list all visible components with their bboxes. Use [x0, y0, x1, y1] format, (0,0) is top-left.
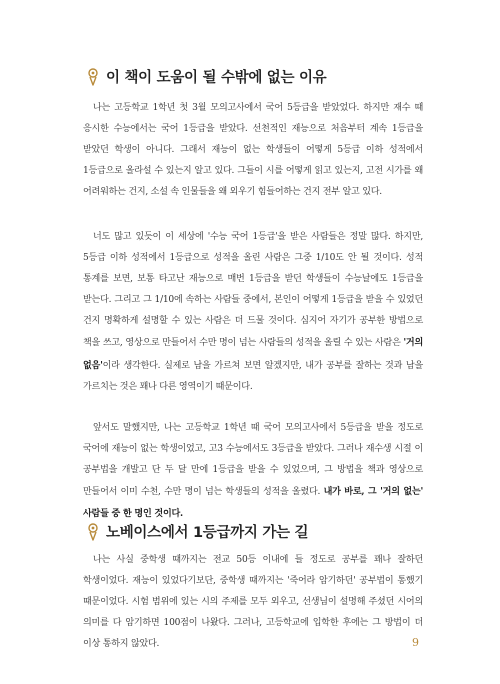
paragraph — [83, 227, 423, 398]
paragraph — [83, 550, 423, 655]
paragraph-text: 나는 사실 중학생 때까지는 전교 50등 이내에 들 정도로 공부를 꽤나 잘하던 학생이었다. 재능이 있었다기보단, 중학생 때까지는 '죽어라 암기하던' 공부법이 통했기 때문이었다. 시험 범위에 있는 시의 주제를 모두 외우고, 선생님이 설명해 주셨던 시어의 의미를 다 암기하면 100점이 나왔다. 그러나, 고등학교에 입학한 후에는 그 방법이 더 이상 통하지 않았다. — [83, 555, 423, 650]
paragraph-text: 나는 고등학교 1학년 첫 3월 모의고사에서 국어 5등급을 받았었다. 하지만 재수 때 응시한 수능에서는 국어 1등급을 받았다. 선천적인 재능으로 처음부터 계속 1등급을 받았던 학생이 아니다. 그래서 재능이 없는 학생들이 어떻게 5등급 이하 성적에서 1등급으로 올라설 수 있는지 알고 있다. 그들이 시를 어떻게 읽고 있는지, 고전 시가를 왜 어려워하는 건지, 소설 속 인물들을 왜 외우기 힘들어하는 건지 전부 알고 있다. — [83, 103, 423, 198]
paragraph — [83, 98, 423, 203]
emphasis-text: '거의 없음' — [83, 337, 423, 371]
paragraph-text: 너도 많고 있듯이 이 세상에 '수능 국어 1등급'을 받은 사람들은 정말 많다. 하지만, 5등급 이하 성적에서 1등급으로 성적을 올린 사람은 그중 1/10도 안 될 것이다. 성적 통계를 보면, 보통 타고난 재능으로 매번 1등급을 받던 학생들이 수능날에도 1등급을 받는다. 그리고 그 1/10에 속하는 사람들 중에서, 본인이 어떻게 1등급을 받을 수 있었던 건지 명확하게 설명할 수 있는 사람은 더 드물 것이다. 심지어 자기가 공부한 방법으로 책을 쓰고, 영상으로 만들어서 수만 명이 넘는 사람들의 성적을 올릴 수 있는 사람은 — [83, 232, 423, 349]
pen-nib-icon — [86, 523, 100, 541]
section-heading-2 — [86, 521, 308, 542]
page-number: 9 — [412, 636, 419, 649]
paragraph-text: 앞서도 말했지만, 나는 고등학교 1학년 때 국어 모의고사에서 5등급을 받을 정도로 국어에 재능이 없는 학생이었고, 고3 수능에서도 3등급을 받았다. 그러나 재수생 시절 이 공부법을 개발고 단 두 달 만에 1등급을 받을 수 있었으며, 그 방법을 책과 영상으로 만들어서 이미 수천, 수만 명이 넘는 학생들의 성적을 올렸다. — [83, 423, 423, 498]
section-heading-1 — [86, 66, 326, 87]
paragraph-text: 이라 생각한다. 실제로 남을 가르쳐 보면 알겠지만, 내가 공부를 잘하는 것과 남을 가르치는 것은 꽤나 다른 영역이기 때문이다. — [83, 360, 423, 392]
section-title: 이 책이 도움이 될 수밖에 없는 이유 — [106, 70, 327, 86]
paragraph — [83, 418, 423, 525]
emphasis-text: 내가 바로, 그 '거의 없는' 사람들 중 한 명인 것이다. — [83, 486, 423, 520]
section-title: 노베이스에서 1등급까지 가는 길 — [106, 525, 309, 541]
pen-nib-icon — [86, 68, 100, 86]
